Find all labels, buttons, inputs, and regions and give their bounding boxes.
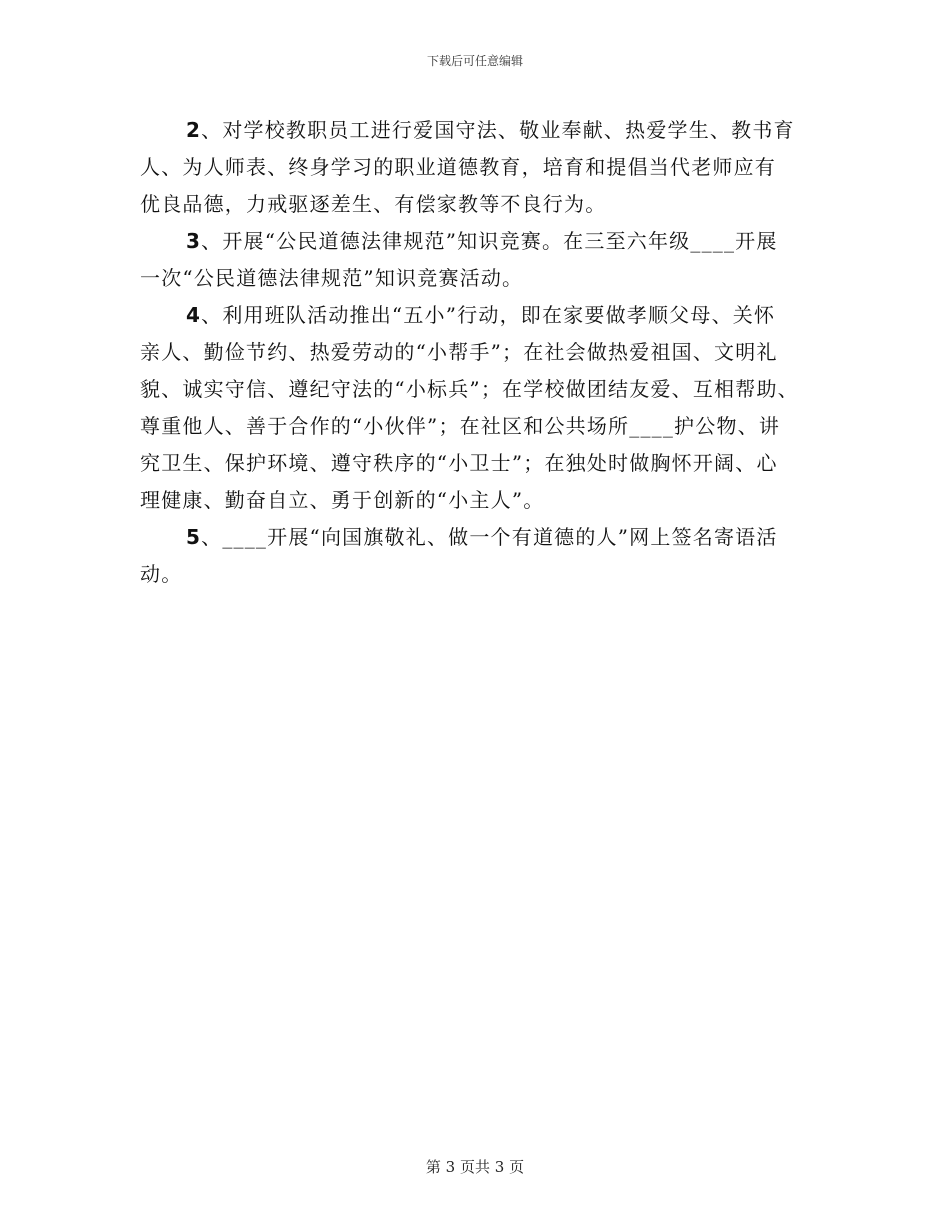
paragraph-item-4 bbox=[140, 297, 815, 519]
paragraph-item-2 bbox=[140, 112, 815, 223]
paragraph-item-5 bbox=[140, 519, 815, 593]
paragraph-text: 、开展“公民道德法律规范”知识竞赛。在三至六年级____开展 一次“公民道德法律规范”知识竞赛活动。 bbox=[140, 229, 778, 290]
paragraph-text: 、对学校教职员工进行爱国守法、敬业奉献、热爱学生、教书育 人、为人师表、终身学习的职业道德教育，培育和提倡当代老师应有 优良品德，力戒驱逐差生、有偿家教等不良行为。 bbox=[140, 118, 795, 216]
document-body bbox=[140, 112, 815, 593]
paragraph-text: 、____开展“向国旗敬礼、做一个有道德的人”网上签名寄语活 动。 bbox=[140, 525, 778, 586]
item-number: 3 bbox=[186, 229, 202, 253]
item-number: 4 bbox=[186, 303, 202, 327]
item-number: 2 bbox=[186, 118, 202, 142]
item-number: 5 bbox=[186, 525, 202, 549]
paragraph-item-3 bbox=[140, 223, 815, 297]
page-footer: 第 3 页共 3 页 bbox=[425, 1158, 525, 1176]
page-header: 下载后可任意编辑 bbox=[426, 54, 523, 68]
paragraph-text: 、利用班队活动推出“五小”行动，即在家要做孝顺父母、关怀 亲人、勤俭节约、热爱劳动的“小帮手”；在社会做热爱祖国、文明礼 貌、诚实守信、遵纪守法的“小标兵”；在学校做团结友爱、互相帮助、 尊重他人、善于合作的“小伙伴”；在社区和公共场所____护公物、讲 究卫生、保护环境、遵守秩序的“小卫士”；在独处时做胸怀开阔、心 理健康、勤奋自立、勇于创新的“小主人”。 bbox=[140, 303, 799, 512]
